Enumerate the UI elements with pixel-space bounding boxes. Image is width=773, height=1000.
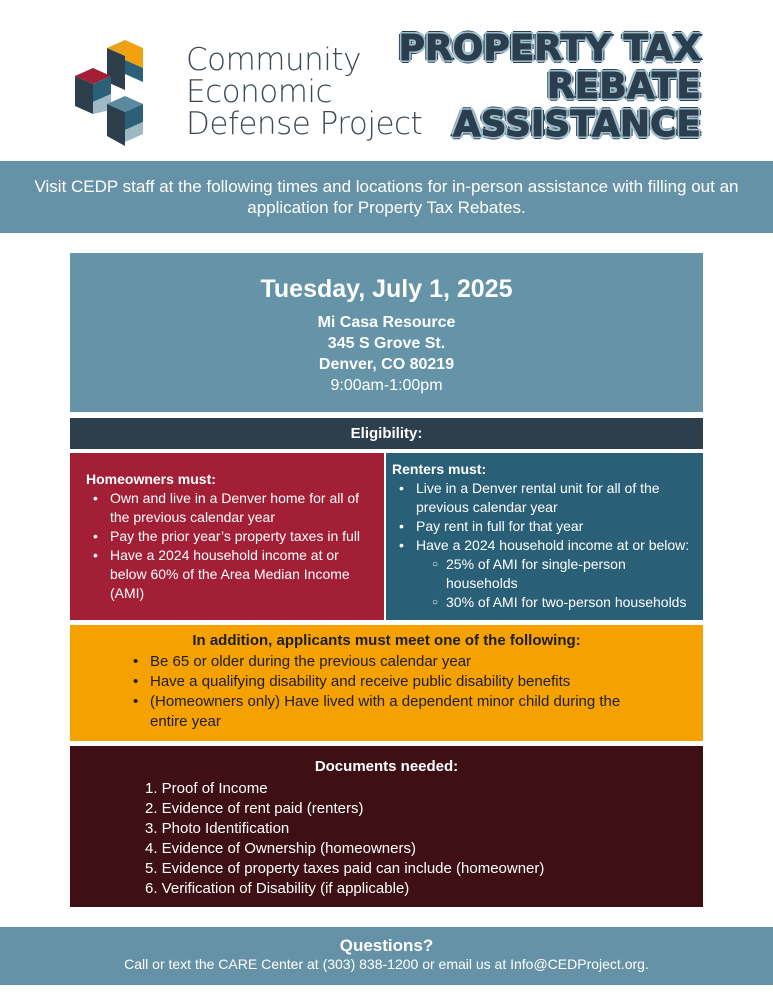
renters-heading: Renters must: <box>392 461 487 477</box>
additional-requirements-box <box>70 625 703 741</box>
list-item: 5. Evidence of property taxes paid can include (homeowner) <box>145 860 545 877</box>
eligibility-heading: Eligibility: <box>70 418 703 449</box>
sub-list-item: ○ 25% of AMI for single-person households <box>416 555 693 593</box>
footer <box>0 927 773 985</box>
footer-contact: Call or text the CARE Center at (303) 838-1200 or email us at Info@CEDProject.org. <box>124 956 649 972</box>
event-venue: Mi Casa Resource <box>317 314 456 331</box>
homeowners-heading: Homeowners must: <box>86 471 216 487</box>
event-time: 9:00am-1:00pm <box>330 377 443 394</box>
additional-heading: In addition, applicants must meet one of the following: <box>192 632 581 649</box>
event-box <box>70 253 703 412</box>
event-street: 345 S Grove St. <box>327 335 446 352</box>
list-item: 1. Proof of Income <box>145 780 268 797</box>
org-line: Defense Project <box>186 106 423 142</box>
list-item: • Own and live in a Denver home for all of the previous calendar year <box>86 489 370 527</box>
list-item: • (Homeowners only) Have lived with a dependent minor child during the entire year <box>126 692 626 732</box>
title-line: REBATE <box>547 66 701 107</box>
event-city: Denver, CO 80219 <box>318 356 455 373</box>
cedp-logo-icon <box>75 38 175 148</box>
list-item: 4. Evidence of Ownership (homeowners) <box>145 840 416 857</box>
org-name <box>186 44 422 140</box>
list-item: • Pay rent in full for that year <box>392 517 693 536</box>
title-line: ASSISTANCE <box>452 104 701 145</box>
org-line: Community <box>186 42 361 78</box>
documents-heading: Documents needed: <box>314 758 459 775</box>
list-item: • Pay the prior year’s property taxes in full <box>86 527 370 546</box>
footer-heading: Questions? <box>339 936 434 955</box>
page-title <box>399 30 701 144</box>
org-line: Economic <box>186 74 333 110</box>
title-line: PROPERTY TAX <box>398 28 701 69</box>
list-item: 2. Evidence of rent paid (renters) <box>145 800 364 817</box>
list-item: • Live in a Denver rental unit for all of the previous calendar year <box>392 479 693 517</box>
intro-banner: Visit CEDP staff at the following times and locations for in-person assistance with filling out an application for Property Tax Rebates. <box>0 161 773 233</box>
list-item: • Have a qualifying disability and receive public disability benefits <box>126 672 626 692</box>
renters-box <box>386 453 703 620</box>
list-item: 3. Photo Identification <box>145 820 290 837</box>
list-item: 6. Verification of Disability (if applicable) <box>145 880 410 897</box>
sub-list-item: ○ 30% of AMI for two-person households <box>416 593 693 612</box>
list-item: • Be 65 or older during the previous calendar year <box>126 652 626 672</box>
list-item-text: Have a 2024 household income at or below: <box>416 537 690 553</box>
list-item <box>392 536 693 612</box>
event-date: Tuesday, July 1, 2025 <box>260 275 513 303</box>
list-item: • Have a 2024 household income at or below 60% of the Area Median Income (AMI) <box>86 546 370 603</box>
homeowners-box <box>70 453 384 620</box>
documents-box <box>70 746 703 907</box>
